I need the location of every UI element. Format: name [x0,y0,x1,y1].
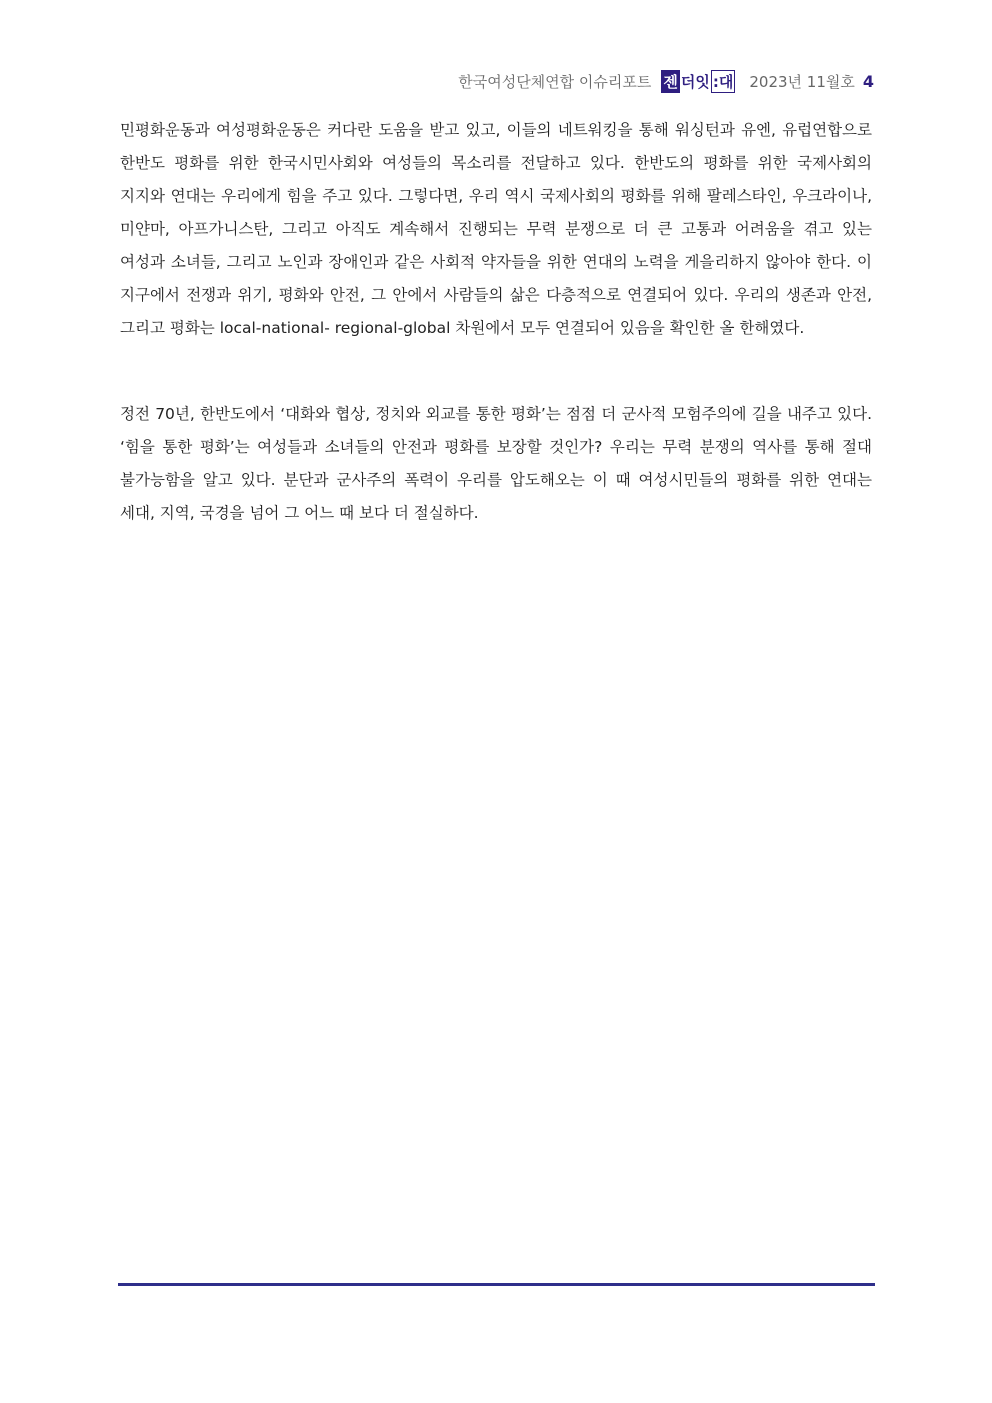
article-body [120,114,872,530]
paragraph: 정전 70년, 한반도에서 ‘대화와 협상, 정치와 외교를 통한 평화’는 점점 더 군사적 모험주의에 길을 내주고 있다. ‘힘을 통한 평화’는 여성들과 소녀들의 안전과 평화를 보장할 것인가? 우리는 무력 분쟁의 역사를 통해 절대 불가능함을 알고 있다. 분단과 군사주의 폭력이 우리를 압도해오는 이 때 여성시민들의 평화를 위한 연대는 세대, 지역, 국경을 넘어 그 어느 때 보다 더 절실하다. [120,405,872,522]
report-title: 한국여성단체연합 이슈리포트 [458,72,652,91]
issue-date: 2023년 11월호 [749,72,855,91]
paragraph: 민평화운동과 여성평화운동은 커다란 도움을 받고 있고, 이들의 네트워킹을 통해 워싱턴과 유엔, 유럽연합으로 한반도 평화를 위한 한국시민사회와 여성들의 목소리를 전달하고 있다. 한반도의 평화를 위한 국제사회의 지지와 연대는 우리에게 힘을 주고 있다. 그렇다면, 우리 역시 국제사회의 평화를 위해 팔레스타인, 우크라이나, 미얀마, 아프가니스탄, 그리고 아직도 계속해서 진행되는 무력 분쟁으로 더 큰 고통과 어려움을 겪고 있는 여성과 소녀들, 그리고 노인과 장애인과 같은 사회적 약자들을 위한 연대의 노력을 게을리하지 않아야 한다. 이 지구에서 전쟁과 위기, 평화와 안전, 그 안에서 사람들의 삶은 다층적으로 연결되어 있다. 우리의 생존과 안전, 그리고 평화는 local-national- regional-global 차원에서 모두 연결되어 있음을 확인한 올 한해였다. [120,121,872,337]
footer-divider [118,1283,875,1286]
brand-logo [661,70,735,93]
brand-logo-part-2: 더잇 [680,72,710,91]
page-number: 4 [862,71,874,91]
brand-logo-part-3: :대 [711,70,736,93]
brand-logo-part-1: 젠 [661,70,680,93]
page-header [458,68,874,94]
